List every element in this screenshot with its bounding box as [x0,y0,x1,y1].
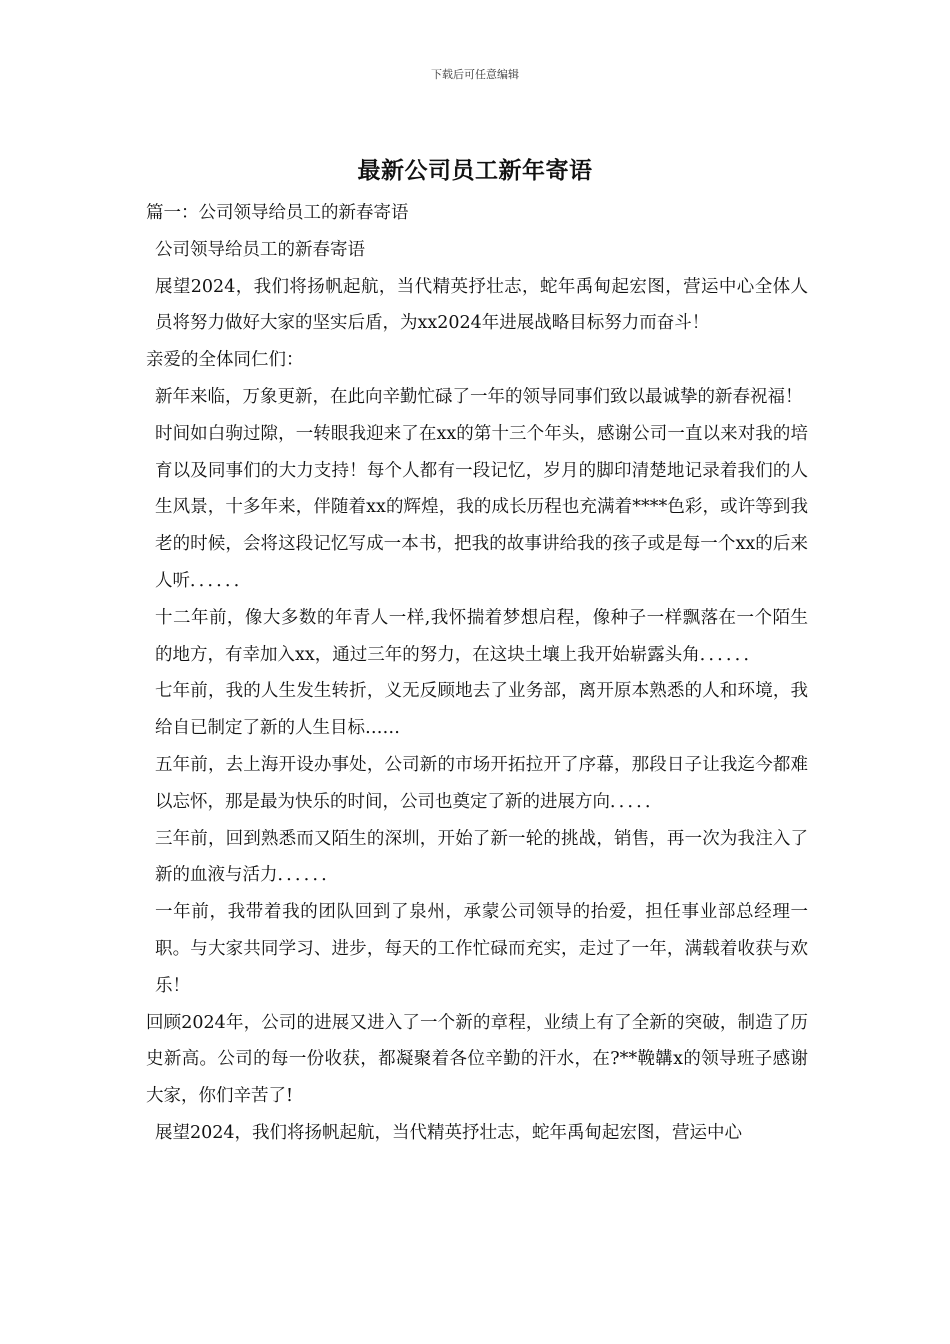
body-paragraph: 新年来临，万象更新，在此向辛勤忙碌了一年的领导同事们致以最诚挚的新春祝福！ [155,386,803,407]
body-paragraph: 时间如白驹过隙，一转眼我迎来了在xx的第十三个年头，感谢公司一直以来对我的培育以及同事们的大力支持！每个人都有一段记忆，岁月的脚印清楚地记录着我们的人生风景，十多年来，伴随着xx的辉煌，我的成长历程也充满着****色彩，或许等到我老的时候，会将这段记忆写成一本书，把我的故事讲给我的孩子或是每一个xx的后来人听．．．．．． [155,423,808,591]
document-title: 最新公司员工新年寄语 [357,157,593,184]
subtitle-paragraph: 公司领导给员工的新春寄语 [155,239,365,260]
body-paragraph: 回顾2024年，公司的进展又进入了一个新的章程，业绩上有了全新的突破，制造了历史新高。公司的每一份收获，都凝聚着各位辛勤的汗水，在?**鞔韝x的领导班子感谢大家，你们辛苦了! [146,1012,808,1107]
header-note: 下载后可任意编辑 [431,68,519,81]
document-body [146,195,808,1152]
body-paragraph: 七年前，我的人生发生转折，义无反顾地去了业务部，离开原本熟悉的人和环境，我给自已制定了新的人生目标…… [155,681,808,739]
body-paragraph: 展望2024，我们将扬帆起航，当代精英抒壮志，蛇年禹甸起宏图，营运中心 [155,1122,743,1143]
section-heading: 篇一：公司领导给员工的新春寄语 [146,203,409,223]
body-paragraph: 十二年前，像大多数的年青人一样,我怀揣着梦想启程，像种子一样飘落在一个陌生的地方，有幸加入xx，通过三年的努力，在这块土壤上我开始崭露头角．．．．．． [155,607,808,665]
body-paragraph: 展望2024，我们将扬帆起航，当代精英抒壮志，蛇年禹甸起宏图，营运中心全体人员将努力做好大家的坚实后盾，为xx2024年进展战略目标努力而奋斗！ [155,276,808,334]
body-paragraph: 五年前，去上海开设办事处，公司新的市场开拓拉开了序幕，那段日子让我迄今都难以忘怀，那是最为快乐的时间，公司也奠定了新的进展方向．．．．． [155,754,808,812]
salutation: 亲爱的全体同仁们： [146,350,304,371]
body-paragraph: 三年前，回到熟悉而又陌生的深圳，开始了新一轮的挑战，销售，再一次为我注入了新的血液与活力．．．．．． [155,828,808,886]
body-paragraph: 一年前，我带着我的团队回到了泉州，承蒙公司领导的抬爱，担任事业部总经理一职。与大家共同学习、进步，每天的工作忙碌而充实，走过了一年，满载着收获与欢乐！ [155,902,808,996]
